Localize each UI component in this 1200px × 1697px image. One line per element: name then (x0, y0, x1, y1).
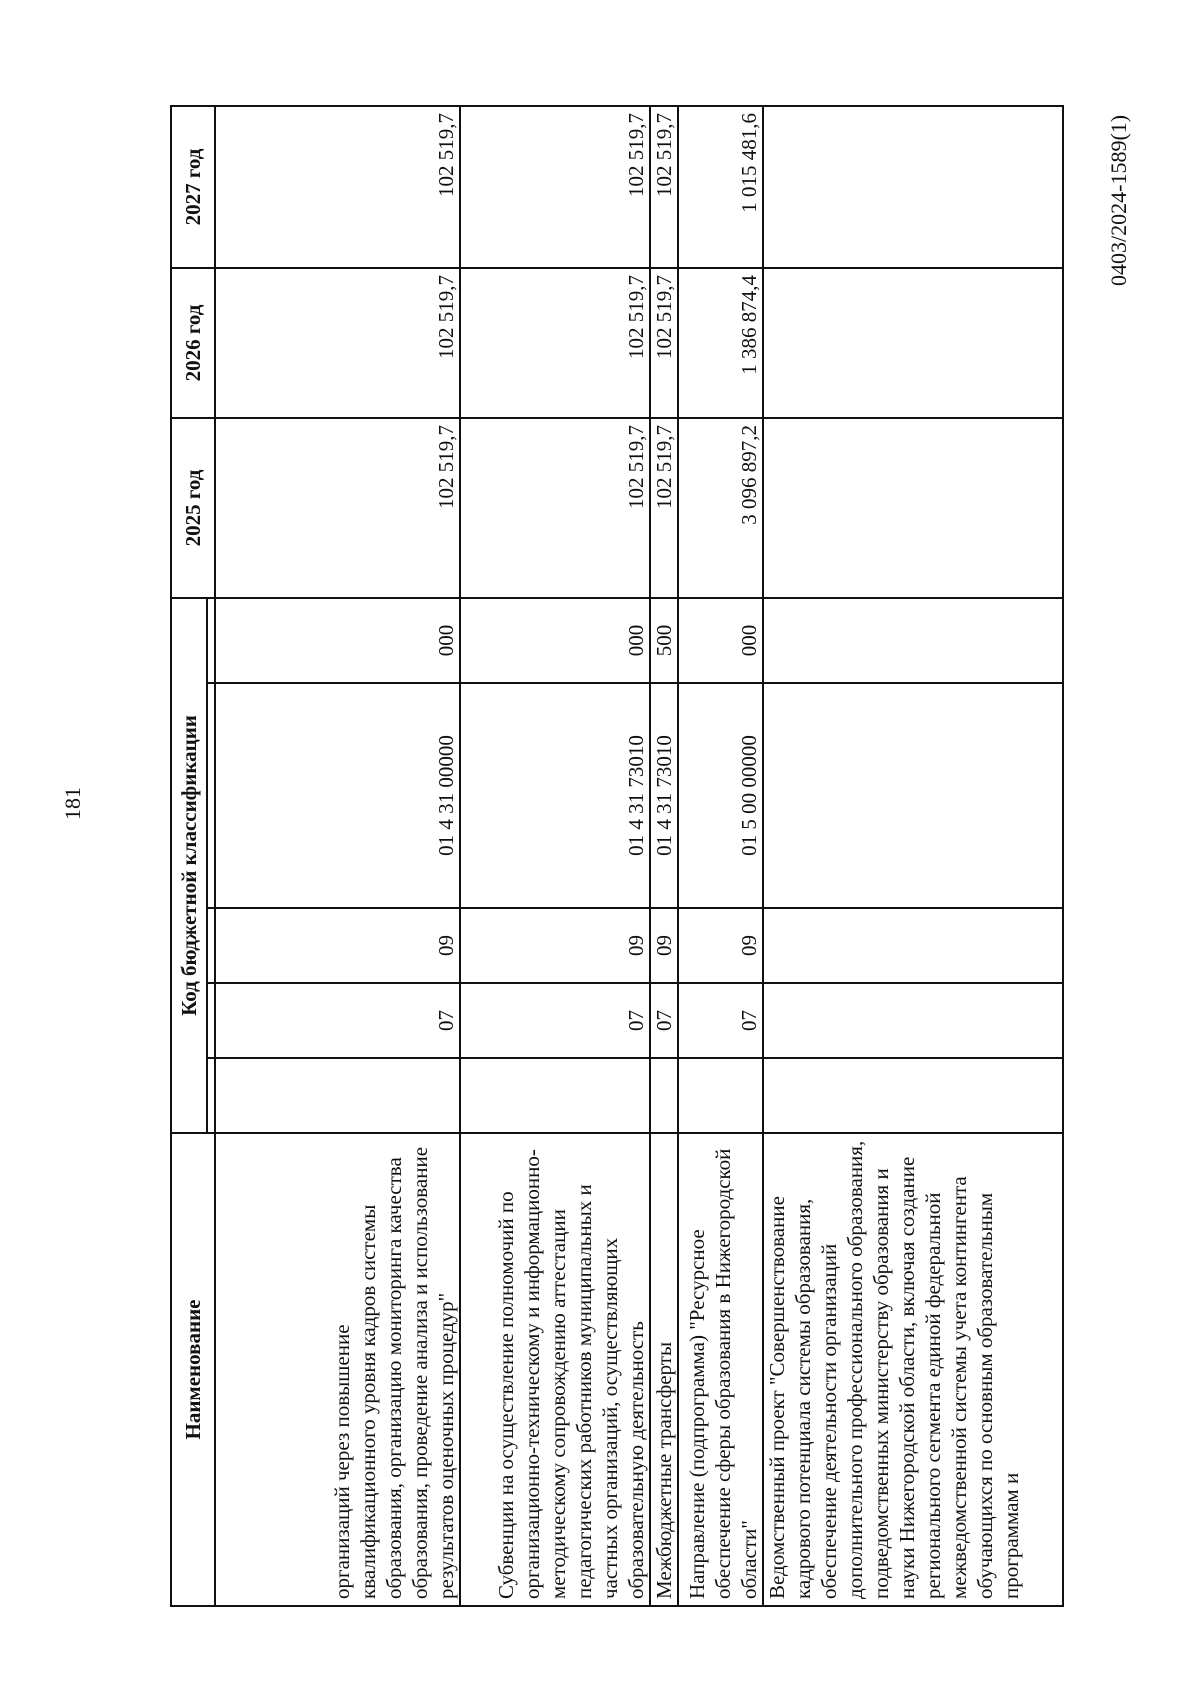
value-2027: 102 519,7 (650, 106, 678, 268)
code-cell (763, 598, 1063, 683)
value-2025 (763, 418, 1063, 598)
header-code: Код бюджетной классификации (171, 598, 207, 1133)
code-cell: 01 4 31 73010 (650, 683, 678, 908)
code-cell: 000 (678, 598, 763, 683)
code-cell: 01 4 31 73010 (460, 683, 650, 908)
code-cell (763, 908, 1063, 983)
row-name: Направление (подпрограмма) "Ресурсное обеспечение сферы образования в Нижегородской области" (678, 1133, 763, 1606)
table-row (215, 106, 460, 1606)
header-2025: 2025 год (171, 418, 215, 598)
code-cell: 07 (215, 983, 460, 1058)
value-2025: 102 519,7 (650, 418, 678, 598)
code-cell: 09 (215, 908, 460, 983)
code-cell (763, 983, 1063, 1058)
budget-table-rotated (170, 107, 1200, 1607)
code-cell: 07 (460, 983, 650, 1058)
code-cell: 07 (678, 983, 763, 1058)
value-2025: 102 519,7 (215, 418, 460, 598)
code-cell: 000 (215, 598, 460, 683)
code-cell (763, 1058, 1063, 1133)
value-2026: 102 519,7 (650, 268, 678, 418)
code-cell: 01 4 31 00000 (215, 683, 460, 908)
document-code: 0403/2024-1589(1) (1106, 114, 1131, 286)
code-cell: 500 (650, 598, 678, 683)
code-subcell (207, 1058, 215, 1133)
table-header-row (171, 106, 207, 1606)
value-2026: 1 386 874,4 (678, 268, 763, 418)
header-2027: 2027 год (171, 106, 215, 268)
table-row (650, 106, 678, 1606)
code-cell: 09 (650, 908, 678, 983)
value-2027: 102 519,7 (215, 106, 460, 268)
code-subcell (207, 683, 215, 908)
value-2026: 102 519,7 (460, 268, 650, 418)
code-cell (215, 1058, 460, 1133)
table-row (678, 106, 763, 1606)
code-cell: 01 5 00 00000 (678, 683, 763, 908)
table-row (460, 106, 650, 1606)
value-2026: 102 519,7 (215, 268, 460, 418)
code-cell (678, 1058, 763, 1133)
value-2025: 102 519,7 (460, 418, 650, 598)
code-cell (650, 1058, 678, 1133)
code-subcell (207, 983, 215, 1058)
code-cell (763, 683, 1063, 908)
table-row (763, 106, 1063, 1606)
budget-table-frame (170, 107, 1200, 1599)
value-2026 (763, 268, 1063, 418)
row-name: Субвенции на осуществление полномочий по организационно-техническому и информационно-методическому сопровождению аттестации педагогических работников муниципальных и частных организаций, осуществляющих образовательную деятельность (460, 1133, 650, 1606)
row-name: организаций через повышение квалификационного уровня кадров системы образования, организацию мониторинга качества образования, проведение анализа и использование результатов оценочных процедур" (215, 1133, 460, 1606)
value-2027: 102 519,7 (460, 106, 650, 268)
code-cell: 09 (460, 908, 650, 983)
value-2027: 1 015 481,6 (678, 106, 763, 268)
page-number: 181 (60, 787, 85, 820)
code-cell: 000 (460, 598, 650, 683)
code-cell: 09 (678, 908, 763, 983)
code-subcell (207, 908, 215, 983)
header-name: Наименование (171, 1133, 215, 1606)
code-cell (460, 1058, 650, 1133)
header-2026: 2026 год (171, 268, 215, 418)
budget-table (170, 105, 1064, 1607)
code-cell: 07 (650, 983, 678, 1058)
value-2025: 3 096 897,2 (678, 418, 763, 598)
row-name: Ведомственный проект "Совершенствование кадрового потенциала системы образования, обеспечение деятельности организаций дополнительного профессионального образования, подведомственных министерству образования и науки Нижегородской области, включая создание регионального сегмента единой федеральной межведомственной системы учета контингента обучающихся по основным образовательным программам и (763, 1133, 1063, 1606)
code-subcell (207, 598, 215, 683)
row-name: Межбюджетные трансферты (650, 1133, 678, 1606)
value-2027 (763, 106, 1063, 268)
